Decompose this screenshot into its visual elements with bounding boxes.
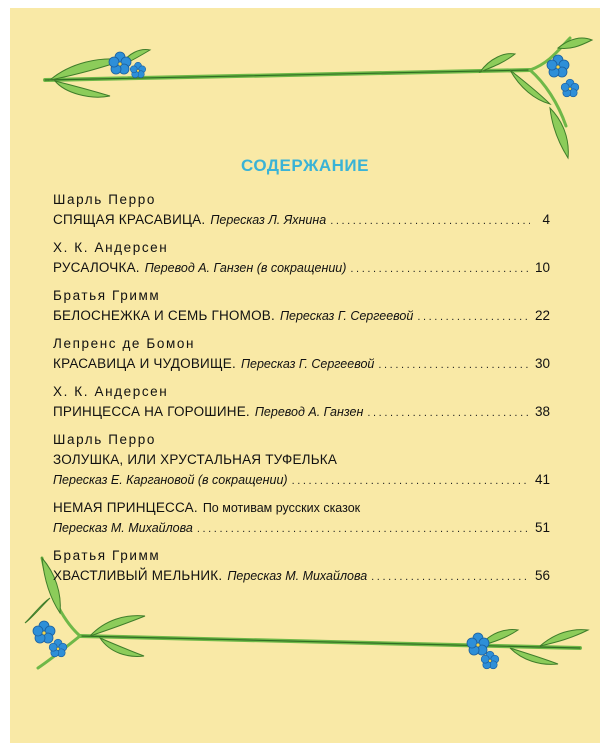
toc-leader-dots [378, 359, 530, 371]
toc-entry [53, 336, 550, 376]
toc-line [53, 472, 550, 492]
forget-me-not-flower-icon [467, 633, 489, 655]
toc-translator-note: Пересказ Е. Каргановой (в сокращении) [53, 473, 288, 487]
toc-story-title: ЗОЛУШКА, ИЛИ ХРУСТАЛЬНАЯ ТУФЕЛЬКА [53, 452, 338, 467]
book-page [10, 8, 600, 743]
leaf-icon [100, 638, 144, 656]
toc-story-subtitle: По мотивам русских сказок [202, 501, 361, 515]
toc-translator-note: Пересказ Г. Сергеевой [279, 309, 414, 323]
table-of-contents [53, 192, 550, 596]
toc-entry [53, 500, 550, 540]
toc-leader-dots [417, 311, 530, 323]
toc-translator-note: Пересказ Л. Яхнина [210, 213, 327, 227]
toc-page-number: 41 [534, 472, 550, 487]
toc-story-title: БЕЛОСНЕЖКА И СЕМЬ ГНОМОВ. [53, 308, 275, 323]
toc-line [53, 212, 550, 232]
toc-line [53, 520, 550, 540]
toc-page-number: 30 [534, 356, 550, 371]
toc-page-number: 4 [542, 212, 550, 227]
toc-entry [53, 240, 550, 280]
toc-page-number: 51 [534, 520, 550, 535]
forget-me-not-flower-icon [33, 621, 55, 643]
toc-author: Лепренс де Бомон [53, 336, 195, 351]
toc-leader-dots [292, 475, 530, 487]
toc-translator-note: Пересказ М. Михайлова [227, 569, 368, 583]
toc-translator-note: Пересказ Г. Сергеевой [240, 357, 375, 371]
toc-translator-note: Пересказ М. Михайлова [53, 521, 193, 535]
toc-leader-dots [350, 263, 530, 275]
toc-line [53, 356, 550, 376]
toc-leader-dots [330, 215, 530, 227]
toc-line [53, 308, 550, 328]
toc-author: Шарль Перро [53, 432, 156, 447]
toc-entry [53, 288, 550, 328]
leaf-icon [540, 630, 588, 646]
leaf-icon [25, 598, 50, 623]
toc-page-number: 56 [534, 568, 550, 583]
toc-leader-dots [197, 523, 530, 535]
toc-page-number: 22 [534, 308, 550, 323]
toc-story-title: НЕМАЯ ПРИНЦЕССА. [53, 500, 198, 515]
toc-translator-note: Перевод А. Ганзен (в сокращении) [144, 261, 347, 275]
toc-entry [53, 384, 550, 424]
toc-page-number: 38 [534, 404, 550, 419]
forget-me-not-flower-icon [49, 639, 67, 657]
toc-leader-dots [367, 407, 530, 419]
leaf-icon [510, 648, 558, 664]
toc-leader-dots [371, 571, 530, 583]
toc-entry [53, 548, 550, 588]
toc-line [53, 404, 550, 424]
toc-author: Братья Гримм [53, 548, 161, 563]
toc-author: Х. К. Андерсен [53, 240, 169, 255]
toc-translator-note: Перевод А. Ганзен [254, 405, 364, 419]
toc-entry [53, 192, 550, 232]
toc-page-number: 10 [534, 260, 550, 275]
toc-story-title: РУСАЛОЧКА. [53, 260, 140, 275]
toc-author: Братья Гримм [53, 288, 161, 303]
toc-author: Шарль Перро [53, 192, 156, 207]
leaf-icon [90, 616, 145, 636]
toc-entry [53, 432, 550, 492]
toc-line [53, 568, 550, 588]
contents-title: СОДЕРЖАНИЕ [241, 156, 369, 175]
toc-line [53, 260, 550, 280]
toc-author: Х. К. Андерсен [53, 384, 169, 399]
toc-story-title: ХВАСТЛИВЫЙ МЕЛЬНИК. [53, 568, 223, 583]
toc-story-title: СПЯЩАЯ КРАСАВИЦА. [53, 212, 206, 227]
toc-story-title: ПРИНЦЕССА НА ГОРОШИНЕ. [53, 404, 250, 419]
toc-story-title: КРАСАВИЦА И ЧУДОВИЩЕ. [53, 356, 236, 371]
